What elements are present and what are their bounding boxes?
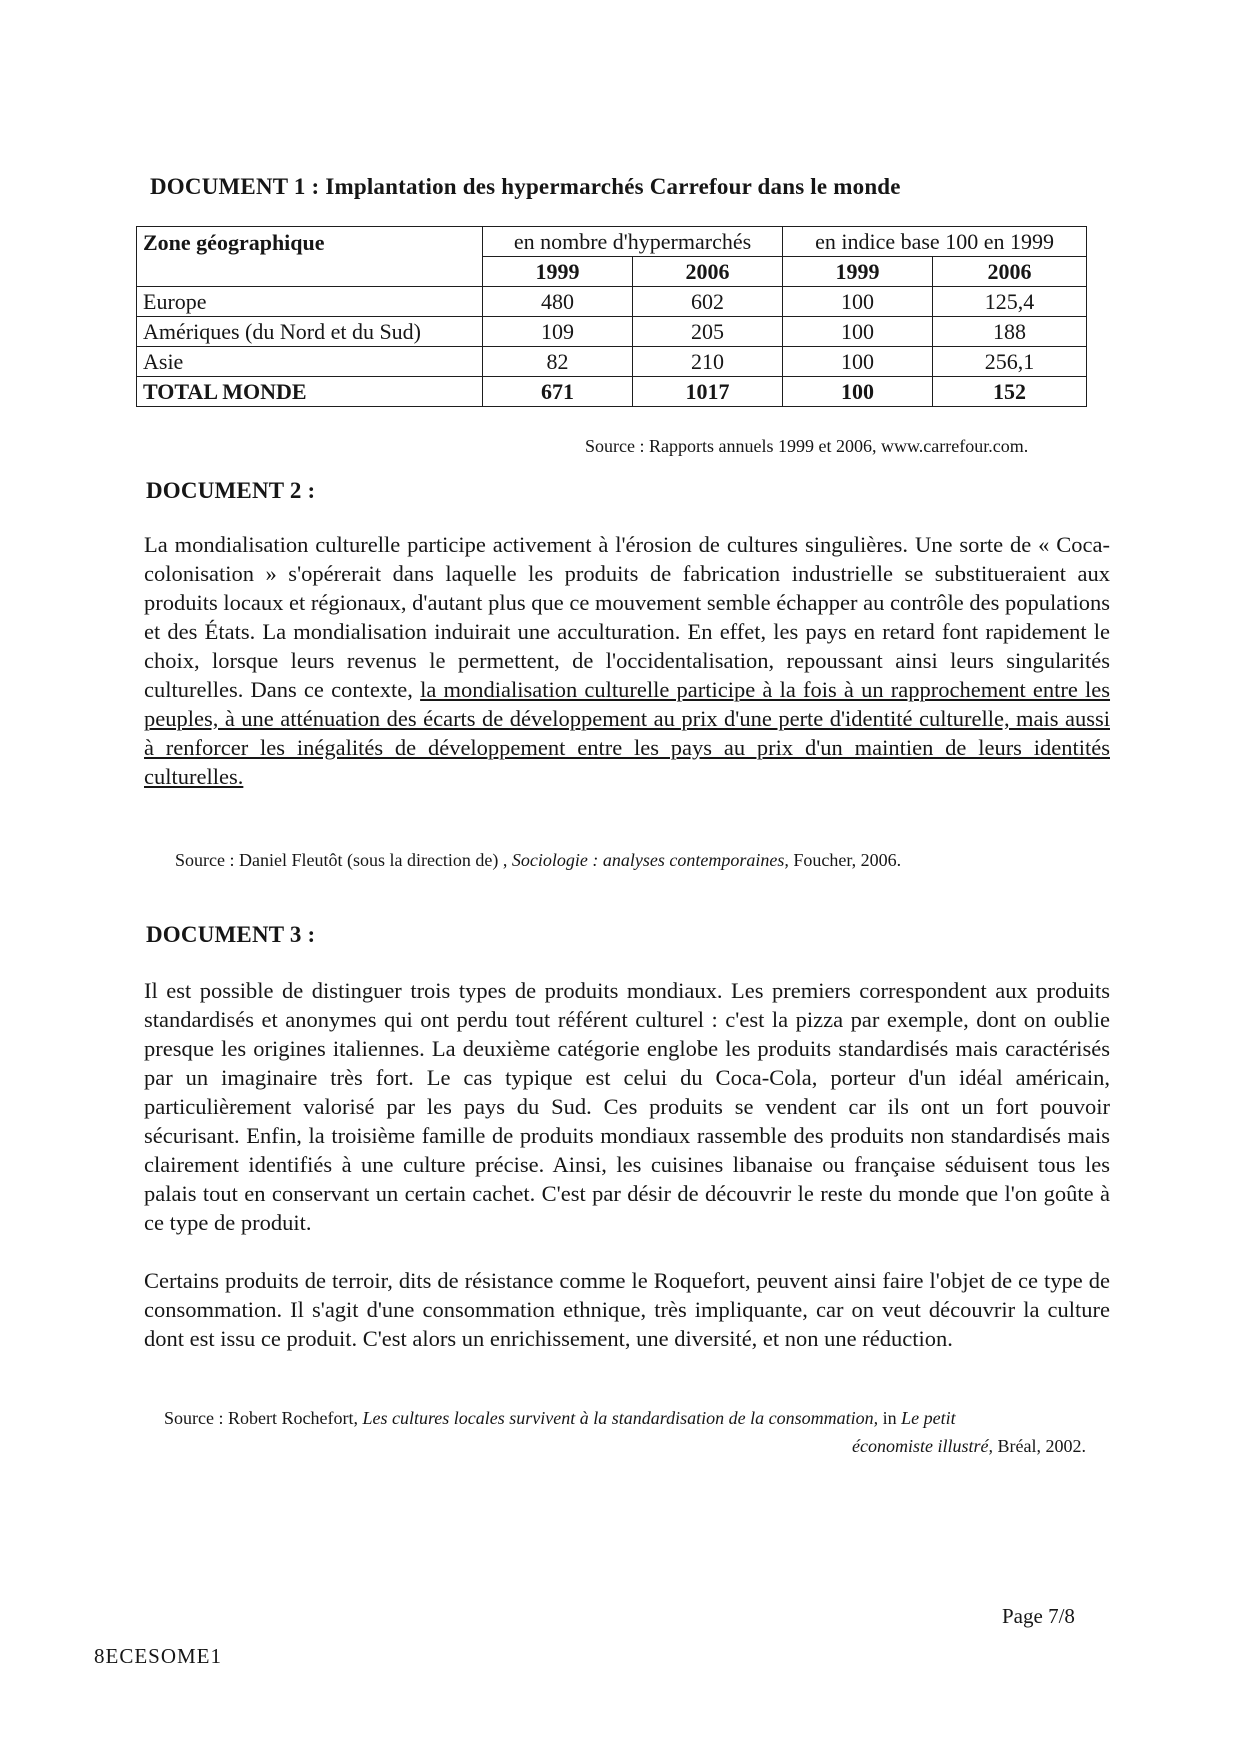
value-cell: 256,1 xyxy=(933,347,1087,377)
zone-cell: Amériques (du Nord et du Sud) xyxy=(137,317,483,347)
value-cell: 100 xyxy=(783,287,933,317)
doc2-source-title: Sociologie : analyses contemporaines, xyxy=(511,850,789,870)
value-cell: 109 xyxy=(483,317,633,347)
value-cell: 602 xyxy=(633,287,783,317)
zone-cell: Asie xyxy=(137,347,483,377)
document-code: 8ECESOME1 xyxy=(94,1644,223,1668)
page-number: Page 7/8 xyxy=(1002,1604,1075,1628)
value-cell: 205 xyxy=(633,317,783,347)
value-cell: 100 xyxy=(783,347,933,377)
value-cell: 152 xyxy=(933,377,1087,407)
value-cell: 480 xyxy=(483,287,633,317)
table-total-row xyxy=(137,377,1087,407)
zone-cell: TOTAL MONDE xyxy=(137,377,483,407)
doc2-source xyxy=(175,850,901,871)
value-cell: 100 xyxy=(783,377,933,407)
value-cell: 210 xyxy=(633,347,783,377)
doc3-source-book-2: économiste illustré, xyxy=(852,1436,994,1456)
doc2-heading: DOCUMENT 2 : xyxy=(146,478,316,503)
table-row xyxy=(137,287,1087,317)
doc3-source-suffix: Bréal, 2002. xyxy=(993,1436,1086,1456)
count-group-header: en nombre d'hypermarchés xyxy=(483,227,783,257)
doc3-paragraph-2: Certains produits de terroir, dits de résistance comme le Roquefort, peuvent ainsi faire l'objet de ce type de consommation. Il s'agit d'une consommation ethnique, très impliquante, car on veut découvrir la culture dont est issu ce produit. C'est alors un enrichissement, une diversité, et non une réduction. xyxy=(144,1268,1110,1351)
table-header-row xyxy=(137,227,1087,257)
doc3-source-book-1: Le petit xyxy=(901,1408,956,1428)
doc3-source-line-1 xyxy=(164,1404,1086,1432)
zone-header: Zone géographique xyxy=(137,227,483,287)
value-cell: 671 xyxy=(483,377,633,407)
doc3-paragraph-1: Il est possible de distinguer trois types de produits mondiaux. Les premiers correspondent aux produits standardisés et anonymes qui ont perdu tout référent culturel : c'est la pizza par exemple, dont on oublie presque les origines italiennes. La deuxième catégorie englobe les produits standardisés mais caractérisés par un imaginaire très fort. Le cas typique est celui du Coca-Cola, porteur d'un idéal américain, particulièrement valorisé par les pays du Sud. Ces produits se vendent car ils ont un fort pouvoir sécurisant. Enfin, la troisième famille de produits mondiaux rassemble des produits non standardisés mais clairement identifiés à une culture précise. Ainsi, les cuisines libanaise ou française séduisent tous les palais tout en conservant un certain cachet. C'est par désir de découvrir le reste du monde que l'on goûte à ce type de produit. xyxy=(144,978,1110,1235)
doc2-paragraph xyxy=(144,530,1110,791)
value-cell: 125,4 xyxy=(933,287,1087,317)
hypermarkets-table xyxy=(136,226,1087,407)
year-header: 2006 xyxy=(933,257,1087,287)
doc3-source-line-2 xyxy=(164,1432,1086,1460)
table-row xyxy=(137,317,1087,347)
year-header: 1999 xyxy=(483,257,633,287)
index-group-header: en indice base 100 en 1999 xyxy=(783,227,1087,257)
doc3-source-prefix: Source : Robert Rochefort, xyxy=(164,1408,363,1428)
doc2-text: La mondialisation culturelle participe activement à l'érosion de cultures singulières. Une sorte de « Coca-colonisation » s'opérerait dans laquelle les produits de fabrication industrielle se substitueraient aux produits locaux et régionaux, d'autant plus que ce mouvement semble échapper au contrôle des populations et des États. La mondialisation induirait une acculturation. En effet, les pays en retard font rapidement le choix, lorsque leurs revenus le permettent, de l'occidentalisation, repoussant ainsi leurs singularités culturelles. Dans ce contexte, xyxy=(144,532,1110,702)
doc1-source: Source : Rapports annuels 1999 et 2006, www.carrefour.com. xyxy=(585,436,1029,456)
doc3-source-title: Les cultures locales survivent à la standardisation de la consommation, xyxy=(362,1408,879,1428)
value-cell: 82 xyxy=(483,347,633,377)
value-cell: 188 xyxy=(933,317,1087,347)
doc3-source xyxy=(164,1404,1086,1460)
doc2-source-prefix: Source : Daniel Fleutôt (sous la direction de) , xyxy=(175,850,512,870)
doc1-heading: DOCUMENT 1 : Implantation des hypermarchés Carrefour dans le monde xyxy=(150,174,901,199)
doc2-source-suffix: Foucher, 2006. xyxy=(788,850,902,870)
value-cell: 1017 xyxy=(633,377,783,407)
doc2-underlined-text: la mondialisation culturelle participe à la fois à un rapprochement entre les peuples, à une atténuation des écarts de développement au prix d'une perte d'identité culturelle, mais aussi à renforcer les inégalités de développement entre les pays au prix d'un maintien de leurs identités culturelles. xyxy=(144,677,1111,789)
year-header: 1999 xyxy=(783,257,933,287)
doc3-heading: DOCUMENT 3 : xyxy=(146,922,316,947)
zone-cell: Europe xyxy=(137,287,483,317)
table-row xyxy=(137,347,1087,377)
value-cell: 100 xyxy=(783,317,933,347)
doc3-source-mid: in xyxy=(878,1408,902,1428)
year-header: 2006 xyxy=(633,257,783,287)
